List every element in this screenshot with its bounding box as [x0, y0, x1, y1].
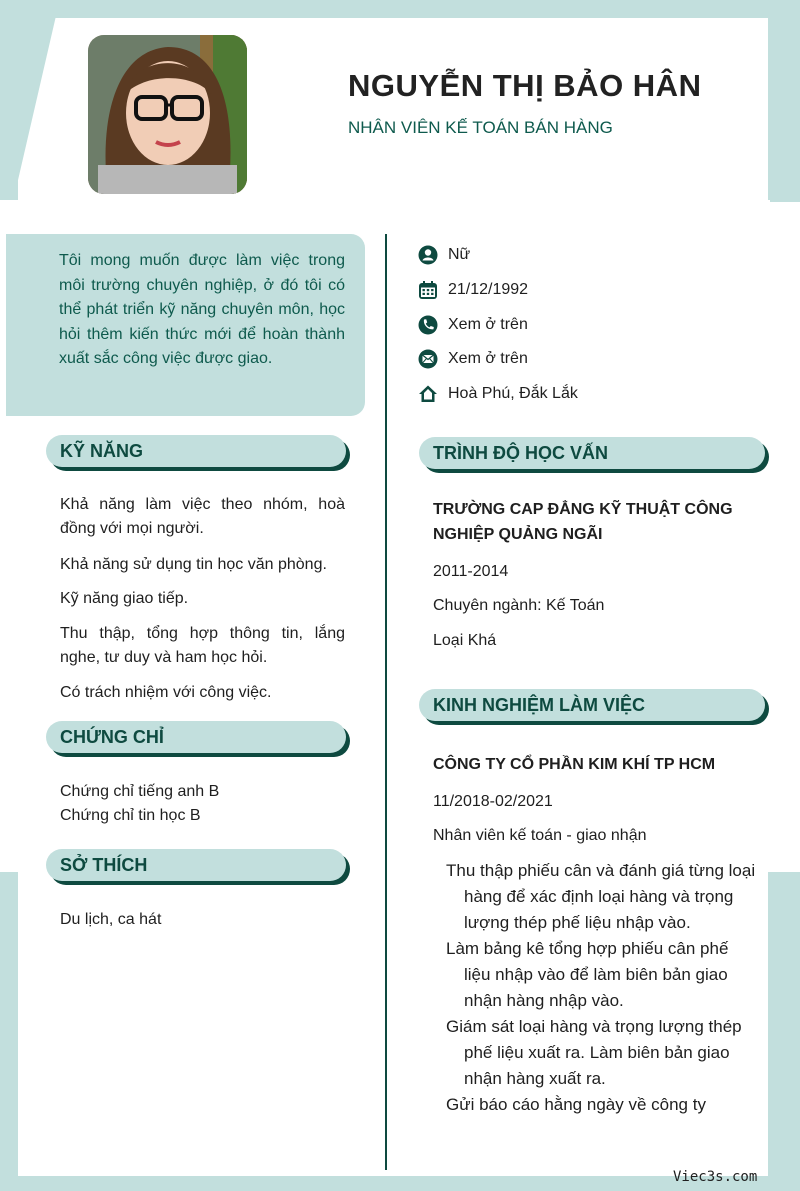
watermark: Viec3s.com	[673, 1169, 758, 1185]
school-name-line-1: TRƯỜNG CAP ĐẲNG KỸ THUẬT CÔNG	[433, 501, 733, 518]
birthday-value: 21/12/1992	[448, 281, 529, 298]
mail-icon	[418, 349, 438, 369]
job-title: NHÂN VIÊN KẾ TOÁN BÁN HÀNG	[348, 118, 613, 137]
calendar-icon	[418, 280, 438, 300]
skill-item: Kỹ năng giao tiếp.	[60, 590, 189, 607]
hobbies-title: SỞ THÍCH	[46, 849, 346, 881]
task-item: Gửi báo cáo hằng ngày về công ty	[446, 1095, 706, 1114]
avatar	[88, 35, 247, 194]
education-period: 2011-2014	[433, 563, 509, 580]
education-grade: Loại Khá	[433, 632, 497, 649]
hobbies-text: Du lịch, ca hát	[60, 911, 162, 928]
experience-title: KINH NGHIỆM LÀM VIỆC	[419, 689, 765, 721]
certificate-item: Chứng chỉ tin học B	[60, 807, 201, 824]
skill-item: Khả năng sử dụng tin học văn phòng.	[60, 556, 327, 573]
certificate-item: Chứng chỉ tiếng anh B	[60, 783, 220, 800]
contact-birthday	[418, 279, 528, 301]
candidate-name: NGUYỄN THỊ BẢO HÂN	[348, 68, 702, 103]
user-icon	[418, 245, 438, 265]
contact-address	[418, 383, 578, 405]
certificates-title: CHỨNG CHỈ	[46, 721, 346, 753]
skills-title: KỸ NĂNG	[46, 435, 346, 467]
skill-item: Có trách nhiệm với công việc.	[60, 684, 272, 701]
contact-email	[418, 348, 528, 370]
experience-period: 11/2018-02/2021	[433, 793, 553, 810]
gender-value: Nữ	[448, 246, 471, 263]
task-item: Thu thập phiếu cân và đánh giá từng loại hàng để xác định loại hàng và trọng lượng thép phế liệu nhập vào.	[446, 861, 756, 932]
education-title: TRÌNH ĐỘ HỌC VẤN	[419, 437, 765, 469]
school-name-line-2: NGHIỆP QUẢNG NGÃI	[433, 526, 603, 543]
email-value: Xem ở trên	[448, 350, 528, 367]
education-major: Chuyên ngành: Kế Toán	[433, 597, 605, 614]
column-divider	[385, 234, 387, 1170]
phone-icon	[418, 315, 438, 335]
address-value: Hoà Phú, Đắk Lắk	[448, 385, 578, 402]
phone-value: Xem ở trên	[448, 316, 528, 333]
skill-item: Khả năng làm việc theo nhóm, hoà đồng với mọi người.	[60, 496, 345, 537]
experience-position: Nhân viên kế toán - giao nhận	[433, 827, 647, 844]
experience-tasks	[446, 858, 756, 1118]
home-icon	[418, 384, 438, 404]
header-band	[770, 22, 800, 202]
contact-gender	[418, 244, 470, 266]
company-name: CÔNG TY CỔ PHẦN KIM KHÍ TP HCM	[433, 756, 716, 773]
task-item: Làm bảng kê tổng hợp phiếu cân phế liệu nhập vào để làm biên bản giao nhận hàng nhập vào.	[446, 939, 729, 1010]
objective-text: Tôi mong muốn được làm việc trong môi trường chuyên nghiệp, ở đó tôi có thể phát triển kỹ năng chuyên môn, học hỏi thêm kiến thức mới để hoàn thành xuất sắc công việc được giao.	[59, 252, 345, 368]
contact-phone	[418, 314, 528, 336]
skill-item: Thu thập, tổng hợp thông tin, lắng nghe, tư duy và ham học hỏi.	[60, 625, 345, 666]
task-item: Giám sát loại hàng và trọng lượng thép phế liệu xuất ra. Làm biên bản giao nhận hàng xuất ra.	[446, 1017, 742, 1088]
